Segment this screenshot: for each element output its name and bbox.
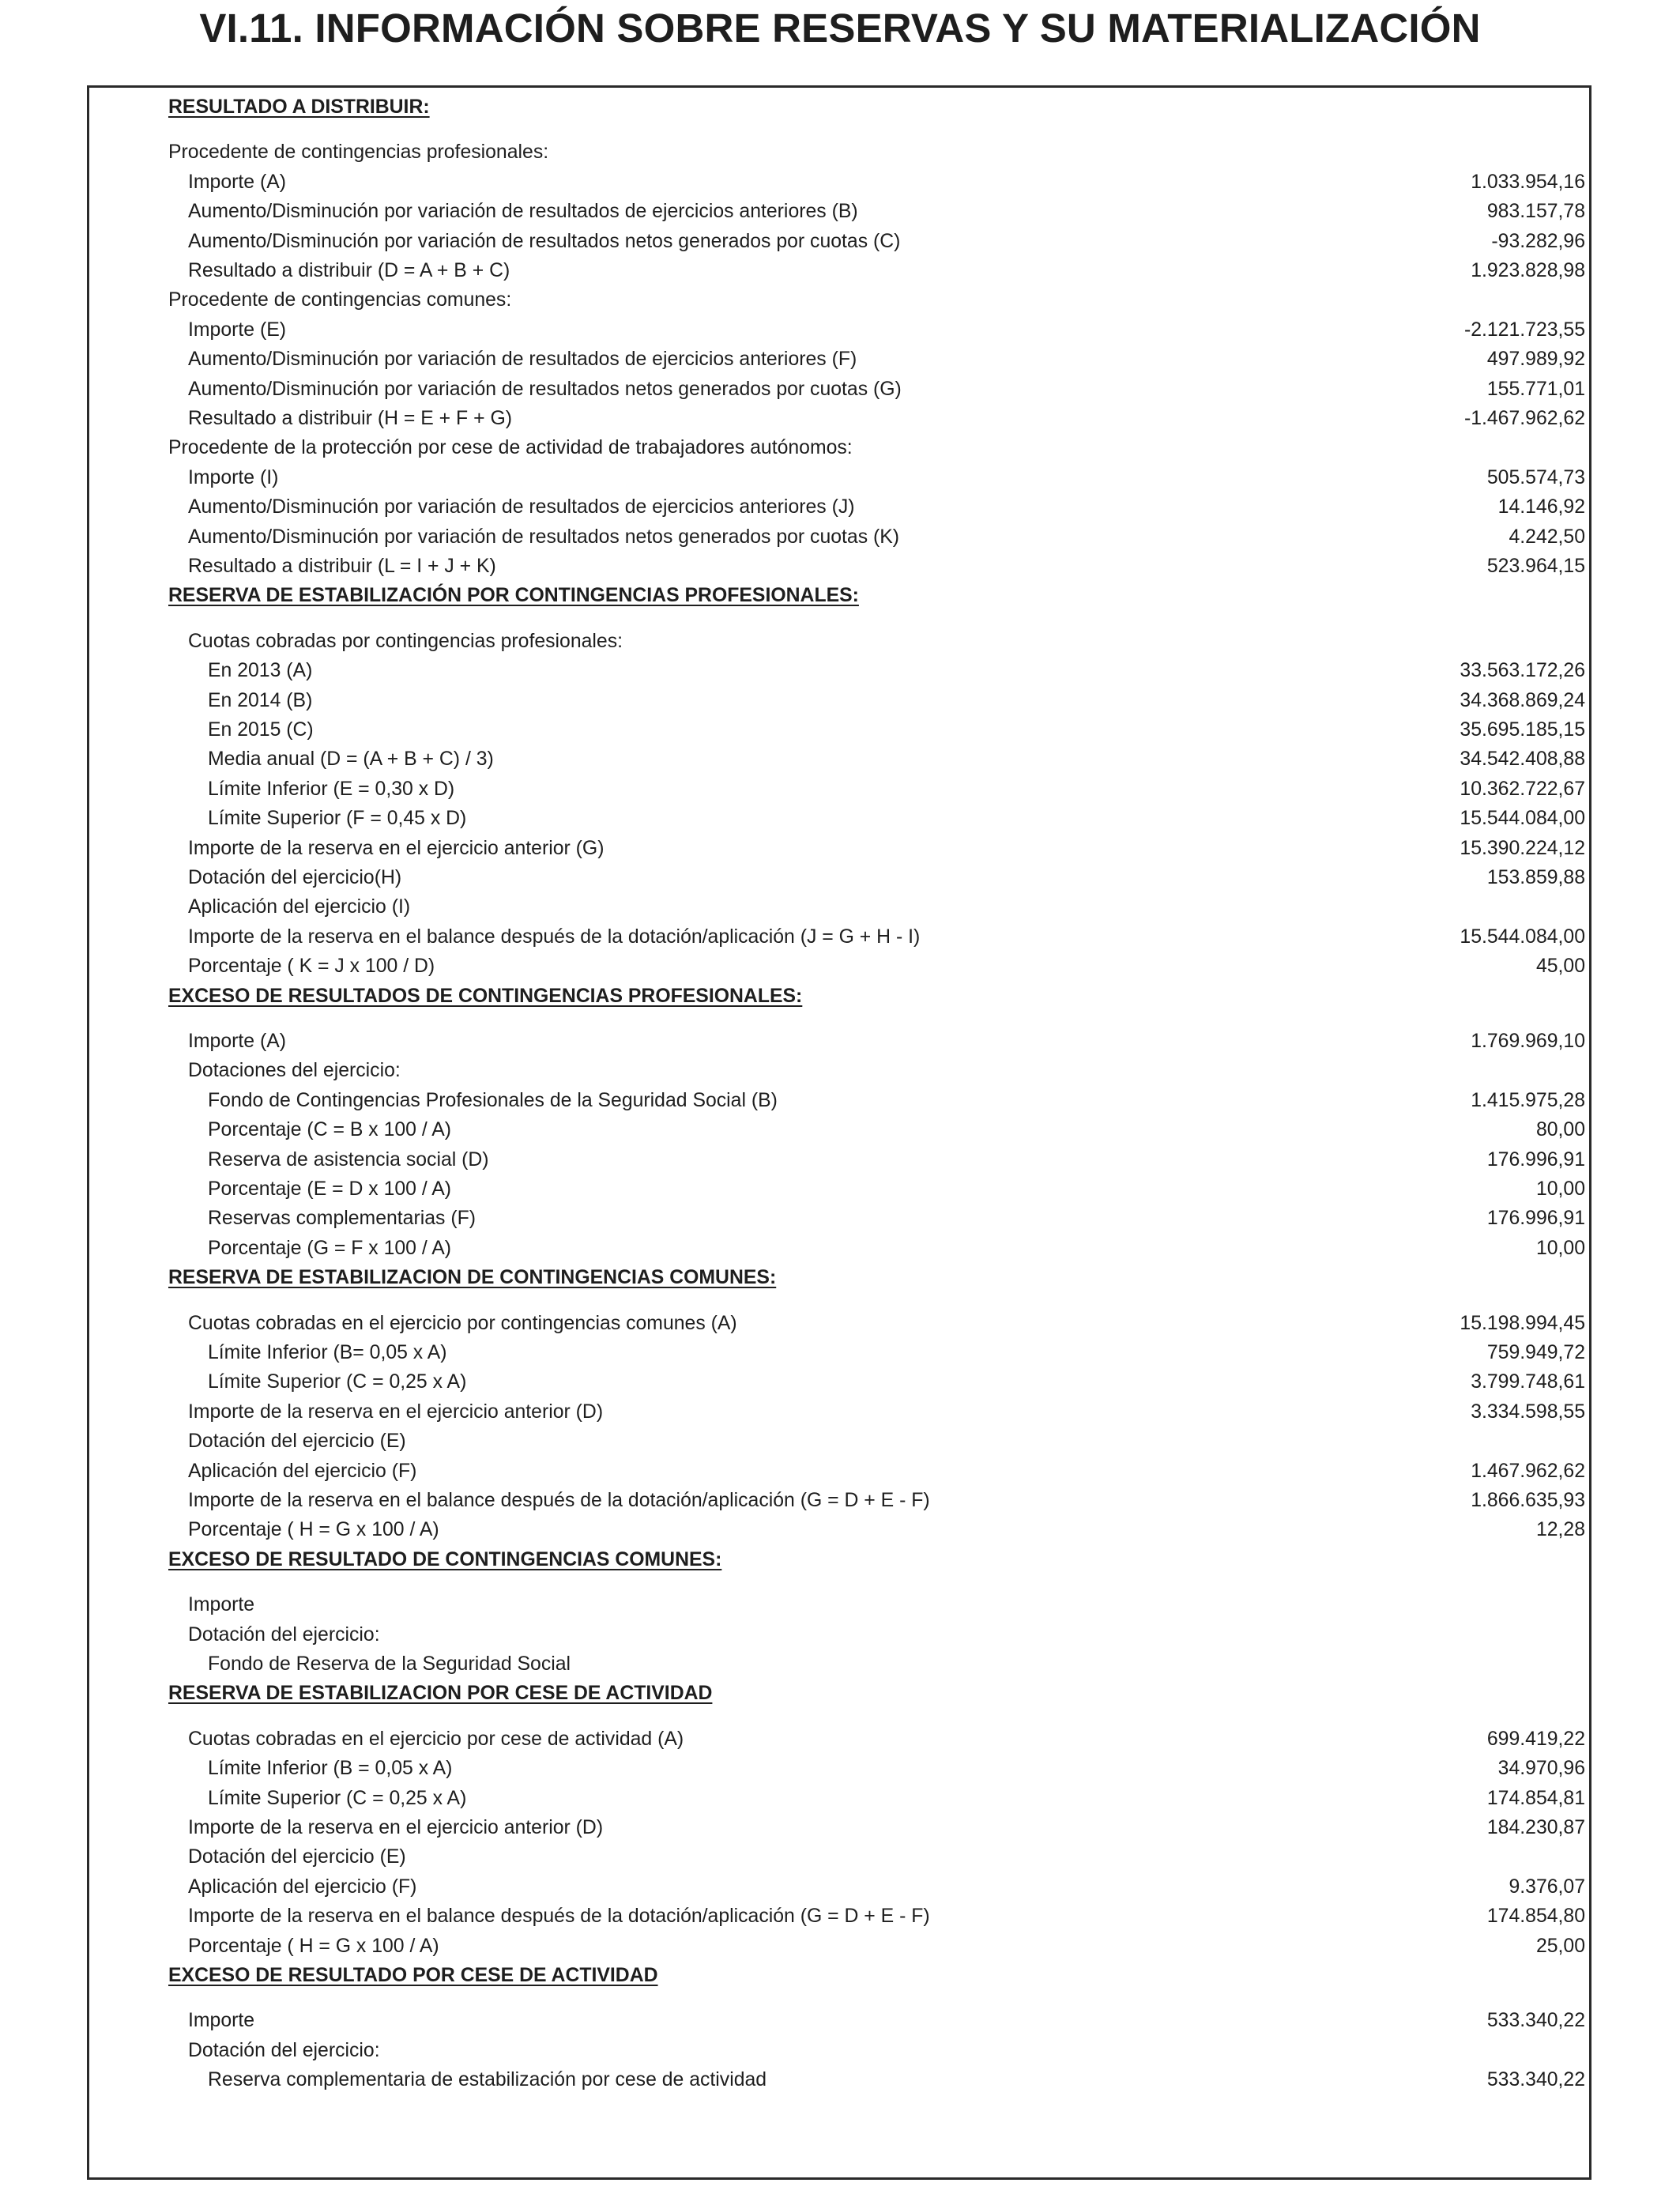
- report-row: [89, 1204, 1589, 1233]
- row-label: Importe de la reserva en el ejercicio anterior (D): [188, 1817, 604, 1838]
- report-row: [89, 1174, 1589, 1204]
- row-amount: 15.544.084,00: [1460, 808, 1585, 830]
- row-amount: 10.362.722,67: [1460, 778, 1585, 800]
- row-amount: 497.989,92: [1486, 349, 1585, 371]
- row-amount: 34.542.408,88: [1460, 748, 1585, 771]
- row-amount: 15.544.084,00: [1460, 925, 1585, 948]
- row-label: Aplicación del ejercicio (F): [188, 1875, 417, 1898]
- report-row: [89, 1902, 1589, 1931]
- row-amount: 523.964,15: [1486, 556, 1585, 577]
- report-row: [89, 197, 1589, 226]
- report-row: [89, 715, 1589, 745]
- row-amount: 15.198.994,45: [1460, 1312, 1585, 1334]
- report-row: [89, 1872, 1589, 1902]
- row-amount: 3.799.748,61: [1471, 1371, 1585, 1393]
- row-amount: -1.467.962,62: [1463, 408, 1585, 429]
- report-row: [89, 138, 1589, 167]
- report-row: [89, 1367, 1589, 1397]
- page-title: VI.11. INFORMACIÓN SOBRE RESERVAS Y SU MATERIALIZACIÓN: [199, 6, 1481, 51]
- row-amount: 15.390.224,12: [1460, 837, 1585, 859]
- row-label: Límite Superior (C = 0,25 x A): [208, 1371, 467, 1393]
- row-label: Importe (A): [188, 1031, 287, 1052]
- report-row: [89, 227, 1589, 256]
- row-amount: 1.769.969,10: [1471, 1031, 1585, 1052]
- report-row: [89, 1427, 1589, 1456]
- row-label: Fondo de Contingencias Profesionales de la Seguridad Social (B): [208, 1089, 778, 1111]
- report-row: [89, 285, 1589, 315]
- report-row: [89, 804, 1589, 833]
- report-row: [89, 952, 1589, 981]
- row-label: Procedente de la protección por cese de actividad de trabajadores autónomos:: [168, 437, 853, 459]
- report-row: [89, 375, 1589, 404]
- row-label: Porcentaje (G = F x 100 / A): [208, 1237, 452, 1259]
- reserves-report-table: [87, 85, 1591, 2180]
- row-amount: 176.996,91: [1486, 1148, 1585, 1171]
- row-amount: 176.996,91: [1486, 1208, 1585, 1230]
- row-amount: 983.157,78: [1486, 201, 1585, 223]
- row-label: Porcentaje ( H = G x 100 / A): [188, 1519, 439, 1541]
- report-row: [89, 745, 1589, 774]
- row-amount: 12,28: [1535, 1519, 1585, 1541]
- report-row: [89, 1620, 1589, 1649]
- section-heading-label: RESULTADO A DISTRIBUIR:: [168, 96, 430, 118]
- row-amount: 80,00: [1535, 1119, 1585, 1141]
- row-label: En 2015 (C): [208, 719, 314, 741]
- section-heading-label: RESERVA DE ESTABILIZACIÓN POR CONTINGENCIAS PROFESIONALES:: [168, 585, 859, 607]
- section-heading-label: EXCESO DE RESULTADO DE CONTINGENCIAS COMUNES:: [168, 1548, 722, 1570]
- section-heading-label: RESERVA DE ESTABILIZACION DE CONTINGENCIAS COMUNES:: [168, 1267, 777, 1289]
- report-row: [89, 1309, 1589, 1338]
- row-label: Importe (I): [188, 466, 279, 488]
- section-heading: [89, 581, 1589, 610]
- row-amount: 184.230,87: [1486, 1817, 1585, 1838]
- report-row: [89, 1813, 1589, 1842]
- section-heading: [89, 1961, 1589, 1990]
- row-amount: 14.146,92: [1497, 496, 1585, 518]
- row-label: Cuotas cobradas en el ejercicio por contingencias comunes (A): [188, 1312, 737, 1334]
- report-row: [89, 463, 1589, 492]
- report-row: [89, 1457, 1589, 1486]
- report-row: [89, 1649, 1589, 1679]
- report-row: [89, 1338, 1589, 1367]
- report-row: [89, 315, 1589, 345]
- report-row: [89, 1754, 1589, 1783]
- row-amount: -2.121.723,55: [1463, 319, 1585, 341]
- report-row: [89, 2006, 1589, 2035]
- row-label: Procedente de contingencias comunes:: [168, 289, 512, 311]
- row-label: Importe de la reserva en el ejercicio anterior (D): [188, 1400, 604, 1423]
- row-amount: 34.368.869,24: [1460, 689, 1585, 711]
- row-label: Dotación del ejercicio:: [188, 2039, 380, 2061]
- section-heading-label: RESERVA DE ESTABILIZACION POR CESE DE ACTIVIDAD: [168, 1683, 713, 1705]
- report-row: [89, 775, 1589, 804]
- row-amount: 35.695.185,15: [1460, 719, 1585, 741]
- report-row: [89, 522, 1589, 552]
- row-amount: 25,00: [1535, 1935, 1585, 1957]
- row-amount: 155.771,01: [1486, 378, 1585, 400]
- report-row: [89, 1590, 1589, 1619]
- row-label: Porcentaje (E = D x 100 / A): [208, 1178, 452, 1200]
- row-amount: 533.340,22: [1486, 2010, 1585, 2032]
- report-row: [89, 1086, 1589, 1115]
- row-label: Dotaciones del ejercicio:: [188, 1060, 401, 1082]
- report-row: [89, 1842, 1589, 1872]
- row-label: Importe: [188, 1594, 255, 1616]
- row-label: Dotación del ejercicio (E): [188, 1431, 406, 1453]
- row-label: Dotación del ejercicio (E): [188, 1846, 406, 1868]
- section-heading-label: EXCESO DE RESULTADO POR CESE DE ACTIVIDAD: [168, 1965, 658, 1986]
- row-label: Límite Inferior (E = 0,30 x D): [208, 778, 455, 800]
- row-amount: 1.866.635,93: [1471, 1490, 1585, 1511]
- section-heading: [89, 1263, 1589, 1292]
- row-amount: 174.854,81: [1486, 1787, 1585, 1809]
- row-label: Límite Inferior (B = 0,05 x A): [208, 1758, 453, 1780]
- row-label: Procedente de contingencias profesionales:: [168, 141, 549, 164]
- row-amount: 4.242,50: [1509, 526, 1585, 548]
- row-amount: -93.282,96: [1491, 230, 1585, 252]
- row-label: Importe de la reserva en el balance después de la dotación/aplicación (G = D + E - F): [188, 1490, 930, 1511]
- row-label: Límite Superior (C = 0,25 x A): [208, 1787, 467, 1809]
- row-label: Aumento/Disminución por variación de resultados de ejercicios anteriores (J): [188, 496, 855, 518]
- section-heading: [89, 1679, 1589, 1708]
- row-label: Importe (E): [188, 319, 287, 341]
- report-row: [89, 922, 1589, 952]
- report-row: [89, 1056, 1589, 1085]
- report-row: [89, 2065, 1589, 2094]
- report-row: [89, 1784, 1589, 1813]
- row-amount: 1.415.975,28: [1471, 1089, 1585, 1111]
- row-label: Reservas complementarias (F): [208, 1208, 476, 1230]
- report-row: [89, 168, 1589, 197]
- report-row: [89, 1234, 1589, 1263]
- row-label: Reserva de asistencia social (D): [208, 1148, 489, 1171]
- row-label: Fondo de Reserva de la Seguridad Social: [208, 1653, 571, 1675]
- row-label: Cuotas cobradas en el ejercicio por cese de actividad (A): [188, 1728, 684, 1750]
- row-amount: 10,00: [1535, 1237, 1585, 1259]
- row-label: Aumento/Disminución por variación de resultados netos generados por cuotas (K): [188, 526, 900, 548]
- row-label: Aumento/Disminución por variación de resultados de ejercicios anteriores (F): [188, 349, 857, 371]
- row-label: Porcentaje ( K = J x 100 / D): [188, 956, 435, 978]
- report-row: [89, 1027, 1589, 1056]
- row-label: En 2013 (A): [208, 660, 313, 682]
- row-amount: 759.949,72: [1486, 1342, 1585, 1363]
- report-row: [89, 492, 1589, 522]
- row-label: Importe: [188, 2010, 255, 2032]
- row-label: Cuotas cobradas por contingencias profesionales:: [188, 630, 623, 652]
- report-row: [89, 345, 1589, 374]
- row-label: Dotación del ejercicio:: [188, 1623, 380, 1646]
- section-heading: [89, 1545, 1589, 1574]
- row-amount: 34.970,96: [1497, 1758, 1585, 1780]
- row-label: Aplicación del ejercicio (I): [188, 896, 411, 918]
- row-label: Importe de la reserva en el balance después de la dotación/aplicación (G = D + E - F): [188, 1906, 930, 1928]
- row-label: Porcentaje (C = B x 100 / A): [208, 1119, 452, 1141]
- report-row: [89, 1486, 1589, 1515]
- report-row: [89, 1515, 1589, 1544]
- report-row: [89, 1145, 1589, 1174]
- report-row: [89, 1115, 1589, 1144]
- report-row: [89, 1932, 1589, 1961]
- report-row: [89, 627, 1589, 656]
- row-amount: 174.854,80: [1486, 1906, 1585, 1928]
- row-label: Resultado a distribuir (H = E + F + G): [188, 408, 512, 429]
- report-row: [89, 256, 1589, 285]
- row-label: Importe (A): [188, 171, 287, 193]
- row-label: Importe de la reserva en el balance después de la dotación/aplicación (J = G + H - I): [188, 925, 921, 948]
- row-label: Importe de la reserva en el ejercicio anterior (G): [188, 837, 605, 859]
- row-label: Dotación del ejercicio(H): [188, 867, 402, 888]
- row-label: En 2014 (B): [208, 689, 313, 711]
- report-row: [89, 552, 1589, 581]
- row-amount: 1.033.954,16: [1471, 171, 1585, 193]
- row-amount: 3.334.598,55: [1471, 1400, 1585, 1423]
- report-row: [89, 1397, 1589, 1427]
- row-label: Resultado a distribuir (L = I + J + K): [188, 556, 496, 577]
- row-amount: 699.419,22: [1486, 1728, 1585, 1750]
- row-amount: 45,00: [1535, 956, 1585, 978]
- row-label: Reserva complementaria de estabilización por cese de actividad: [208, 2069, 767, 2091]
- report-row: [89, 834, 1589, 863]
- row-amount: 1.923.828,98: [1471, 260, 1585, 281]
- report-row: [89, 404, 1589, 433]
- report-row: [89, 1725, 1589, 1754]
- row-amount: 10,00: [1535, 1178, 1585, 1200]
- report-row: [89, 863, 1589, 892]
- row-label: Media anual (D = (A + B + C) / 3): [208, 748, 494, 771]
- report-row: [89, 686, 1589, 715]
- report-row: [89, 433, 1589, 462]
- row-amount: 505.574,73: [1486, 466, 1585, 488]
- row-amount: 1.467.962,62: [1471, 1460, 1585, 1482]
- row-amount: 533.340,22: [1486, 2069, 1585, 2091]
- row-label: Aplicación del ejercicio (F): [188, 1460, 417, 1482]
- report-row: [89, 2036, 1589, 2065]
- section-heading: [89, 92, 1589, 122]
- row-amount: 33.563.172,26: [1460, 660, 1585, 682]
- row-label: Aumento/Disminución por variación de resultados de ejercicios anteriores (B): [188, 201, 858, 223]
- row-label: Aumento/Disminución por variación de resultados netos generados por cuotas (C): [188, 230, 901, 252]
- report-row: [89, 892, 1589, 922]
- row-amount: 153.859,88: [1486, 867, 1585, 888]
- row-label: Aumento/Disminución por variación de resultados netos generados por cuotas (G): [188, 378, 902, 400]
- row-label: Resultado a distribuir (D = A + B + C): [188, 260, 510, 281]
- section-heading-label: EXCESO DE RESULTADOS DE CONTINGENCIAS PROFESIONALES:: [168, 985, 803, 1007]
- row-amount: 9.376,07: [1509, 1875, 1585, 1898]
- report-row: [89, 656, 1589, 685]
- row-label: Límite Superior (F = 0,45 x D): [208, 808, 467, 830]
- row-label: Porcentaje ( H = G x 100 / A): [188, 1935, 439, 1957]
- row-label: Límite Inferior (B= 0,05 x A): [208, 1342, 447, 1363]
- section-heading: [89, 982, 1589, 1011]
